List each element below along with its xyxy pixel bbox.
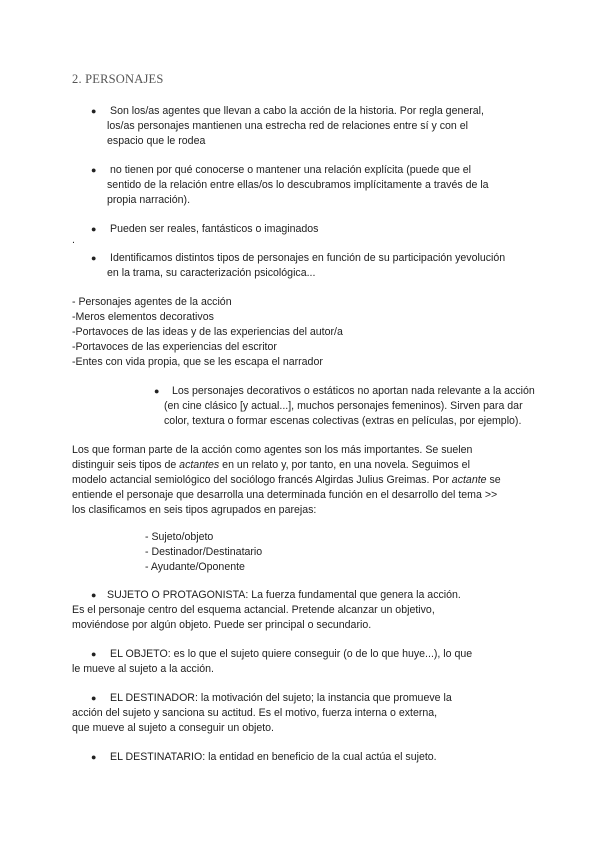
- bullet-icon: ●: [91, 224, 97, 234]
- bullet-icon: ●: [91, 106, 97, 116]
- text-span: en un relato y, por tanto, en una novela. Seguimos el: [219, 459, 470, 471]
- actant-sender-line-2: acción del sujeto y sanciona su actitud. Es el motivo, fuerza interna o externa,: [72, 707, 438, 719]
- paragraph-line-2: [72, 458, 470, 473]
- note-line-2: (en cine clásico [y actual...], muchos personajes femeninos). Sirven para dar: [164, 400, 523, 412]
- actant-subject-line-3: moviéndose por algún objeto. Puede ser principal o secundario.: [72, 619, 372, 631]
- paragraph-line-4: entiende el personaje que desarrolla una determinada función en el desarrollo del tema >>: [72, 489, 498, 501]
- actant-subject-line-1: SUJETO O PROTAGONISTA: La fuerza fundamental que genera la acción.: [107, 589, 461, 601]
- stray-dot: .: [72, 234, 75, 246]
- note-line-1: Los personajes decorativos o estáticos no aportan nada relevante a la acción: [172, 385, 535, 397]
- types-list-item: -Portavoces de las ideas y de las experiencias del autor/a: [72, 326, 343, 338]
- types-list-item: -Portavoces de las experiencias del escritor: [72, 341, 277, 353]
- bullet-icon: ●: [91, 693, 97, 703]
- actant-subject-line-2: Es el personaje centro del esquema actancial. Pretende alcanzar un objetivo,: [72, 604, 435, 616]
- paragraph-line-5: los clasificamos en seis tipos agrupados en parejas:: [72, 504, 317, 516]
- types-list-item: -Entes con vida propia, que se les escapa el narrador: [72, 356, 323, 368]
- pair-item: - Sujeto/objeto: [145, 531, 214, 543]
- bullet-icon: ●: [91, 253, 97, 263]
- bullet-1-line-3: espacio que le rodea: [107, 135, 206, 147]
- actant-sender-line-3: que mueve al sujeto a conseguir un objeto.: [72, 722, 275, 734]
- bullet-1-line-1: Son los/as agentes que llevan a cabo la acción de la historia. Por regla general,: [110, 105, 484, 117]
- bullet-icon: ●: [91, 590, 97, 600]
- actant-sender-line-1: EL DESTINADOR: la motivación del sujeto; la instancia que promueve la: [110, 692, 452, 704]
- text-span: modelo actancial semiológico del sociólogo francés Algirdas Julius Greimas. Por: [72, 474, 452, 486]
- italic-term: actantes: [179, 459, 220, 471]
- actant-object-line-1: EL OBJETO: es lo que el sujeto quiere conseguir (o de lo que huye...), lo que: [110, 648, 473, 660]
- bullet-icon: ●: [154, 386, 160, 396]
- bullet-icon: ●: [91, 752, 97, 762]
- paragraph-line-1: Los que forman parte de la acción como agentes son los más importantes. Se suelen: [72, 444, 473, 456]
- section-title: 2. PERSONAJES: [72, 72, 164, 86]
- bullet-1-line-2: los/as personajes mantienen una estrecha red de relaciones entre sí y con el: [107, 120, 468, 132]
- types-list-item: - Personajes agentes de la acción: [72, 296, 232, 308]
- italic-term: actante: [451, 474, 487, 486]
- bullet-3-line-1: Pueden ser reales, fantásticos o imaginados: [110, 223, 319, 235]
- text-span: distinguir seis tipos de: [72, 459, 180, 471]
- bullet-2-line-2: sentido de la relación entre ellas/os lo descubramos implícitamente a través de la: [107, 179, 489, 191]
- bullet-icon: ●: [91, 165, 97, 175]
- bullet-2-line-3: propia narración).: [107, 194, 191, 206]
- pair-item: - Destinador/Destinatario: [145, 546, 263, 558]
- actant-object-line-2: le mueve al sujeto a la acción.: [72, 663, 214, 675]
- note-line-3: color, textura o formar escenas colectivas (extras en películas, por ejemplo).: [164, 415, 522, 427]
- bullet-icon: ●: [91, 649, 97, 659]
- types-list-item: -Meros elementos decorativos: [72, 311, 214, 323]
- bullet-4-line-1: Identificamos distintos tipos de personajes en función de su participación yevolución: [110, 252, 506, 264]
- text-span: se: [486, 474, 501, 486]
- bullet-2-line-1: no tienen por qué conocerse o mantener una relación explícita (puede que el: [110, 164, 472, 176]
- actant-receiver-line-1: EL DESTINATARIO: la entidad en beneficio de la cual actúa el sujeto.: [110, 751, 437, 763]
- paragraph-line-3: [72, 473, 501, 488]
- pair-item: - Ayudante/Oponente: [145, 561, 245, 573]
- bullet-4-line-2: en la trama, su caracterización psicológica...: [107, 267, 316, 279]
